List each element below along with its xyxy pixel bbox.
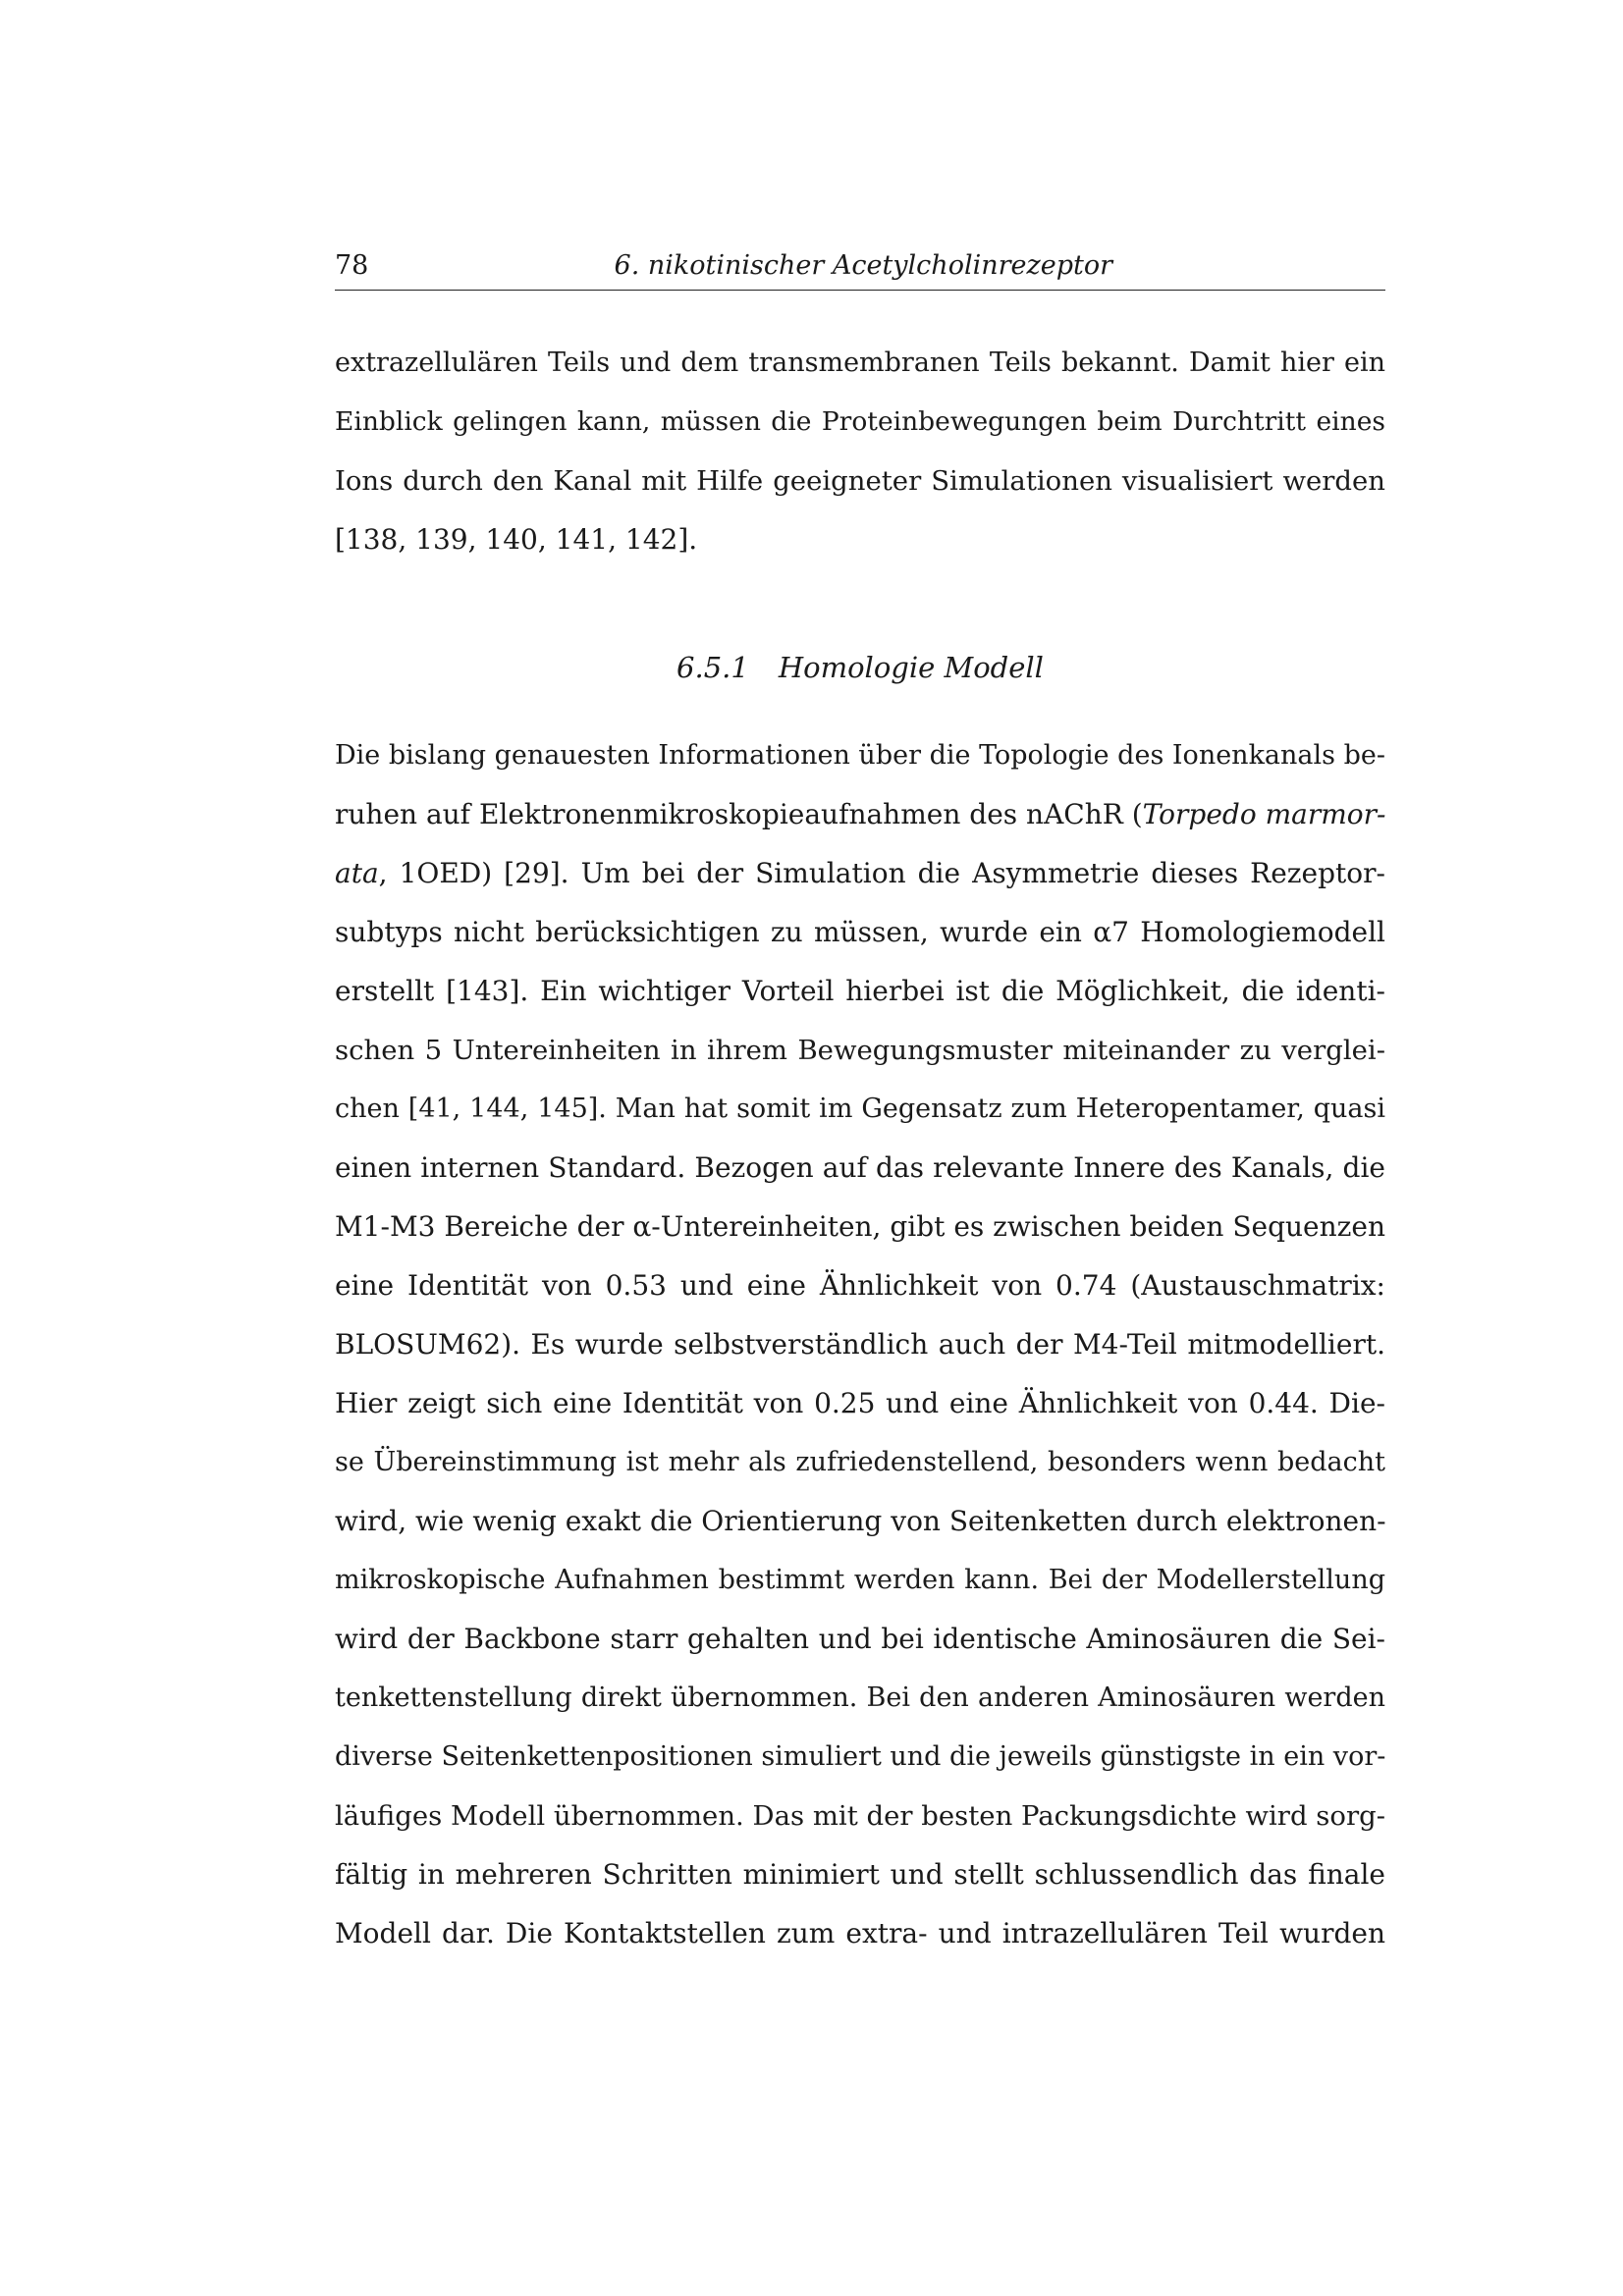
page-number: 78 xyxy=(335,250,369,281)
text-segment: , 1OED) [29]. Um bei der Simulation die Asymmetrie dieses Rezeptor- xyxy=(378,857,1385,889)
text-line: chen [41, 144, 145]. Man hat somit im Gegensatz zum Heteropentamer, quasi xyxy=(335,1094,1385,1124)
text-line: subtyps nicht berücksichtigen zu müssen, wurde ein α7 Homologiemodell xyxy=(335,916,1385,948)
paragraph-homology-model xyxy=(335,726,1385,1963)
text-line: [138, 139, 140, 141, 142]. xyxy=(335,523,698,556)
text-line: Die bislang genauesten Informationen über die Topologie des Ionenkanals be- xyxy=(335,740,1385,771)
running-title: 6. nikotinischer Acetylcholinrezeptor xyxy=(614,250,1112,281)
paragraph-intro xyxy=(335,334,1385,569)
text-line xyxy=(335,785,1385,844)
section-number: 6.5.1 xyxy=(676,651,749,684)
section-heading xyxy=(335,648,1385,687)
text-line: wird der Backbone starr gehalten und bei identische Aminosäuren die Sei- xyxy=(335,1623,1385,1655)
text-line: mikroskopische Aufnahmen bestimmt werden kann. Bei der Modellerstellung xyxy=(335,1565,1385,1595)
text-line: Einblick gelingen kann, müssen die Proteinbewegungen beim Durchtritt eines xyxy=(335,406,1385,437)
text-line: tenkettenstellung direkt übernommen. Bei den anderen Aminosäuren werden xyxy=(335,1682,1385,1713)
text-line: fältig in mehreren Schritten minimiert und stellt schlussendlich das finale xyxy=(335,1858,1385,1891)
text-segment: ruhen auf Elektronenmikroskopieaufnahmen des nAChR ( xyxy=(335,798,1143,830)
text-line: Hier zeigt sich eine Identität von 0.25 und eine Ähnlichkeit von 0.44. Die- xyxy=(335,1387,1385,1419)
text-line: Ions durch den Kanal mit Hilfe geeigneter Simulationen visualisiert werden xyxy=(335,465,1385,497)
text-line: wird, wie wenig exakt die Orientierung von Seitenketten durch elektronen- xyxy=(335,1505,1386,1537)
text-line: diverse Seitenkettenpositionen simuliert und die jeweils günstigste in ein vor- xyxy=(335,1741,1386,1772)
text-line: extrazellulären Teils und dem transmembranen Teils bekannt. Damit hier ein xyxy=(335,347,1385,378)
text-line: erstellt [143]. Ein wichtiger Vorteil hierbei ist die Möglichkeit, die identi- xyxy=(335,975,1385,1007)
text-line: Modell dar. Die Kontaktstellen zum extra- und intrazellulären Teil wurden xyxy=(335,1917,1385,1949)
page-header xyxy=(335,250,1385,291)
text-line: eine Identität von 0.53 und eine Ähnlichkeit von 0.74 (Austauschmatrix: xyxy=(335,1269,1385,1302)
text-line: BLOSUM62). Es wurde selbstverständlich auch der M4-Teil mitmodelliert. xyxy=(335,1328,1385,1361)
text-line xyxy=(335,844,1385,903)
species-name-italic: ata xyxy=(335,857,379,889)
section-title: Homologie Modell xyxy=(778,651,1044,684)
text-line: se Übereinstimmung ist mehr als zufriedenstellend, besonders wenn bedacht xyxy=(335,1447,1385,1477)
text-line: einen internen Standard. Bezogen auf das relevante Innere des Kanals, die xyxy=(335,1151,1385,1184)
species-name-italic: Torpedo marmor- xyxy=(1142,798,1386,830)
text-line: schen 5 Untereinheiten in ihrem Bewegungsmuster miteinander zu verglei- xyxy=(335,1035,1385,1066)
text-line: läufiges Modell übernommen. Das mit der besten Packungsdichte wird sorg- xyxy=(335,1800,1386,1832)
text-line: M1-M3 Bereiche der α-Untereinheiten, gibt es zwischen beiden Sequenzen xyxy=(335,1210,1385,1243)
